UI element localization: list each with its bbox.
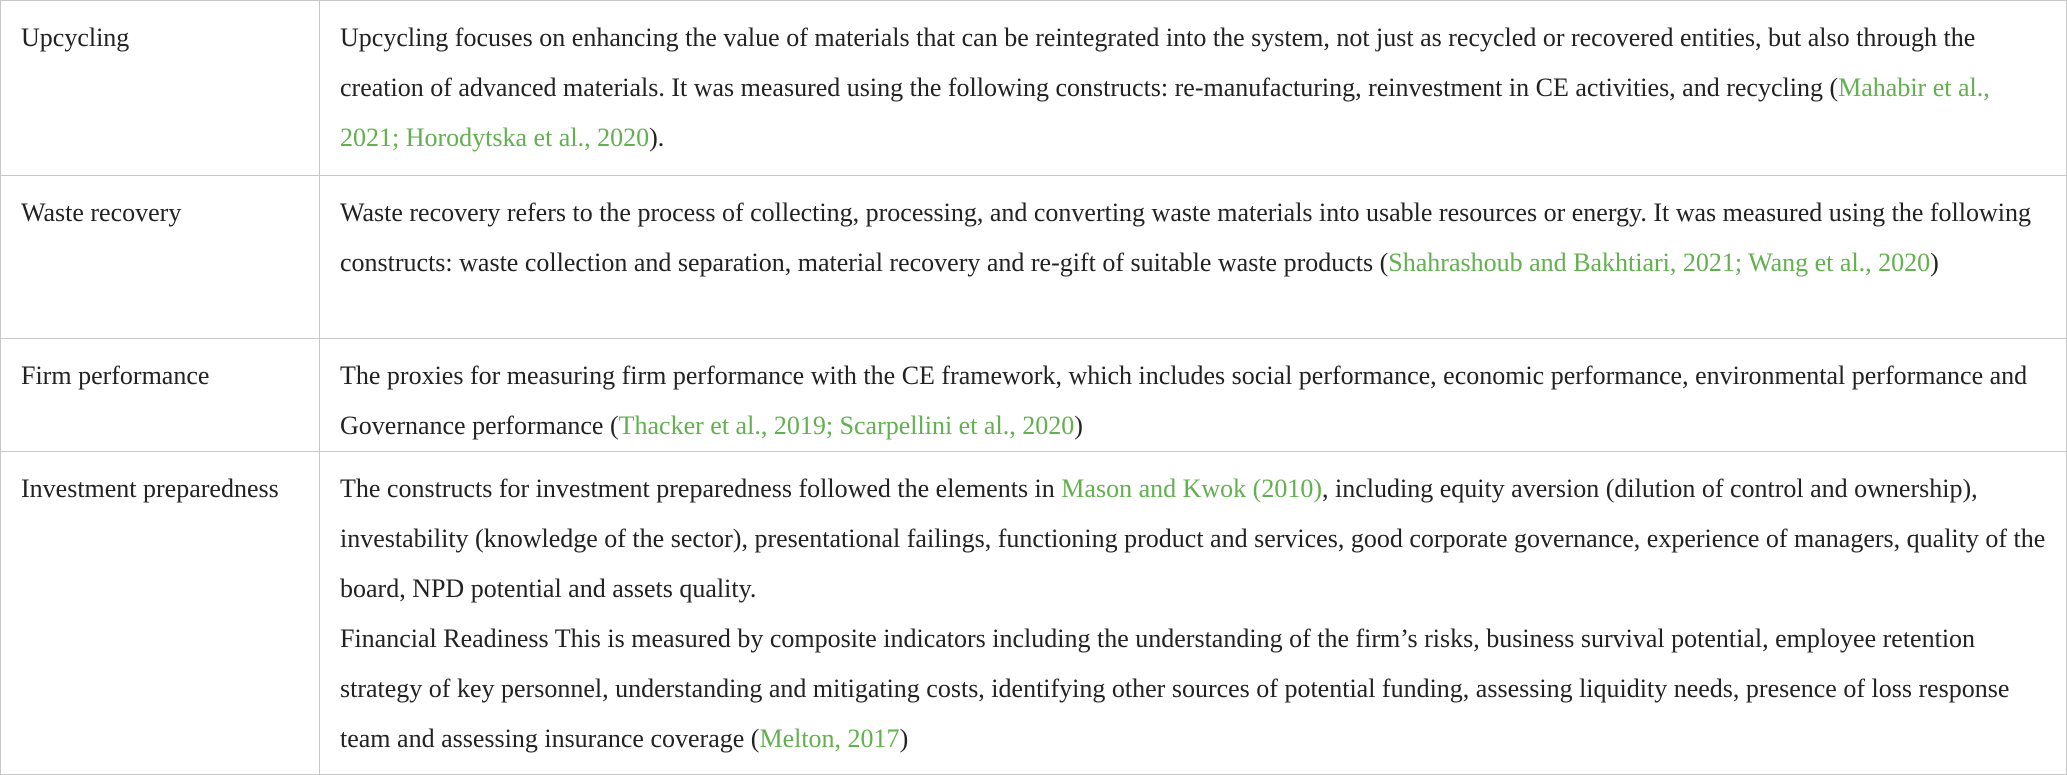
description-cell bbox=[320, 452, 2067, 775]
term-label: Firm performance bbox=[21, 361, 210, 390]
description-cell bbox=[320, 176, 2067, 339]
term-cell bbox=[1, 1, 320, 176]
description-text-end: ). bbox=[649, 123, 665, 152]
description-text-end: ) bbox=[899, 724, 909, 753]
term-cell bbox=[1, 176, 320, 339]
citation-link[interactable]: Mason and Kwok (2010) bbox=[1061, 474, 1322, 503]
description-text: Financial Readiness This is measured by composite indicators including the understanding of the firm’s risks, business survival potential, employee retention strategy of key personnel, understanding and mitigating costs, identifying other sources of potential funding, assessing liquidity needs, presence of loss response team and assessing insurance coverage ( bbox=[340, 624, 2010, 753]
description-cell bbox=[320, 1, 2067, 176]
description-text: The constructs for investment preparedness followed the elements in bbox=[340, 474, 1062, 503]
description-text: Upcycling focuses on enhancing the value of materials that can be reintegrated into the system, not just as recycled or recovered entities, but also through the creation of advanced materials. It was measured using the following constructs: re-manufacturing, reinvestment in CE activities, and recycling ( bbox=[340, 23, 1976, 102]
term-label: Investment preparedness bbox=[21, 474, 279, 503]
table-row bbox=[1, 339, 2067, 452]
description-text: Waste recovery refers to the process of collecting, processing, and converting waste materials into usable resources or energy. It was measured using the following constructs: waste collection and separation, material recovery and re-gift of suitable waste products ( bbox=[340, 198, 2031, 277]
table-row bbox=[1, 1, 2067, 176]
description-text-end: ) bbox=[1930, 248, 1939, 277]
term-cell bbox=[1, 339, 320, 452]
term-label: Upcycling bbox=[21, 23, 130, 52]
description-text-end: , including equity aversion (dilution of control and ownership), investability (knowledge of the sector), presentational failings, functioning product and services, good corporate governance, experience of managers, quality of the board, NPD potential and assets quality. bbox=[340, 474, 2046, 603]
citation-link[interactable]: Thacker et al., 2019; Scarpellini et al., 2020 bbox=[618, 411, 1075, 440]
term-label: Waste recovery bbox=[21, 198, 182, 227]
term-cell bbox=[1, 452, 320, 775]
table-row bbox=[1, 452, 2067, 775]
citation-link[interactable]: Shahrashoub and Bakhtiari, 2021; Wang et al., 2020 bbox=[1388, 248, 1931, 277]
description-cell bbox=[320, 339, 2067, 452]
description-text: The proxies for measuring firm performance with the CE framework, which includes social performance, economic performance, environmental performance and Governance performance ( bbox=[340, 361, 2028, 440]
citation-link[interactable]: Melton, 2017 bbox=[759, 724, 900, 753]
citation-link[interactable]: Mahabir et al., 2021; Horodytska et al., 2020 bbox=[340, 73, 1990, 152]
table-row bbox=[1, 176, 2067, 339]
description-paragraph-1 bbox=[340, 464, 2046, 614]
description-text-end: ) bbox=[1074, 411, 1083, 440]
description-paragraph-2 bbox=[340, 614, 2046, 764]
